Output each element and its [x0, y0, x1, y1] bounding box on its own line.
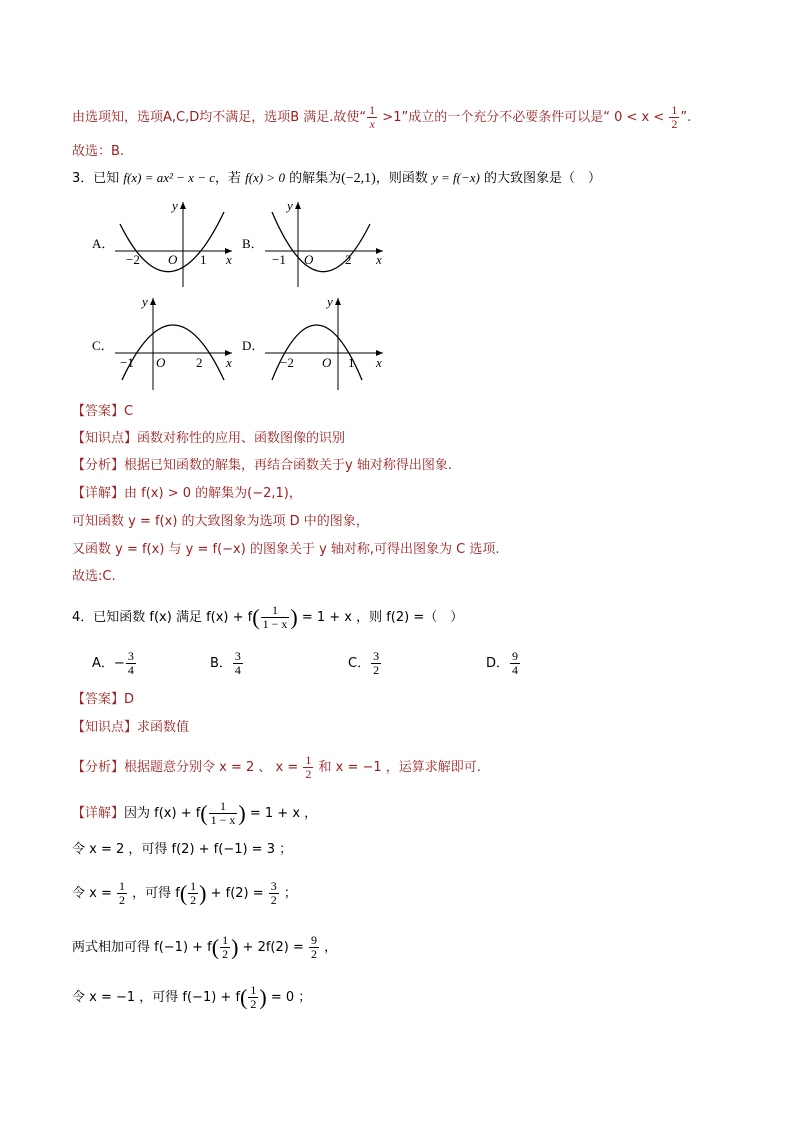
graph-a-origin: O [168, 252, 178, 267]
q4-answer: 【答案】D [72, 692, 135, 707]
graph-a-y-arrow [180, 202, 186, 209]
q3-detail-line3: 又函数 y = f(x) 与 y = f(−x) 的图象关于 y 轴对称,可得出图象为 C 选项. [72, 542, 500, 557]
q4-detail-line3: 令 x = $\frac{1}{2}$ ，可得 f( $\frac{1}{2}$ ) + f(2) = $\frac{3}{2}$ ； [72, 879, 297, 907]
q4-option-d: D． $\frac{9}{4}$ [486, 649, 519, 677]
graph-c-tick-neg: −1 [120, 355, 134, 370]
graph-c-label: C． [92, 338, 114, 353]
q3-knowledge: 【知识点】函数对称性的应用、函数图像的识别 [72, 431, 346, 446]
q4-detail-line2: 令 x = 2 ，可得 f(2) + f(−1) = 3 ； [72, 842, 293, 857]
q3-detail-line2: 可知函数 y = f(x) 的大致图象为选项 D 中的图象， [72, 514, 369, 529]
q3-graphs [0, 190, 794, 410]
fraction-1-over-x: $\frac{1}{x}$ [369, 103, 376, 131]
q3-stem: 3．已知 f(x) = ax² − x − c，若 f(x) > 0 的解集为(−2,1)，则函数 y = f(−x) 的大致图象是（ ） [72, 170, 601, 186]
q4-knowledge: 【知识点】求函数值 [72, 720, 190, 735]
graph-a-y-label: y [172, 198, 178, 213]
graph-a-label: A． [92, 236, 115, 251]
graph-c-x-label: x [226, 355, 232, 370]
graph-b-y-label: y [287, 198, 293, 213]
graph-c-y-arrow [150, 298, 156, 305]
graph-c [92, 294, 232, 390]
q4-detail: 【详解】因为 f(x) + f( $\frac{1}{1 - x}$ ) = 1 + x ， [72, 799, 318, 827]
graph-d-label: D． [242, 338, 265, 353]
q4-analysis: 【分析】根据题意分别令 x = 2 、 x = $\frac{1}{2}$ 和 x = −1 ，运算求解即可. [72, 753, 481, 781]
q3-answer: 【答案】C [72, 404, 134, 419]
q4-stem: 4．已知函数 f(x) 满足 f(x) + f( $\frac{1}{1 - x}$ ) = 1 + x ，则 f(2) =（ ） [72, 603, 464, 631]
prev-solution-text-b: >1”成立的一个充分不必要条件可以是“ 0 < x < [378, 110, 669, 125]
graph-a-x-label: x [226, 252, 232, 267]
fraction-half: $\frac{1}{2}$ [671, 103, 678, 131]
graph-b-label: B． [242, 236, 264, 251]
graph-b-tick-neg: −1 [272, 252, 286, 267]
prev-solution-line: 由选项知，选项A,C,D均不满足，选项B 满足.故使“ $\frac{1}{x}$ >1”成立的一个充分不必要条件可以是“ 0 < x < $\frac{1}{2}$ ”. [72, 103, 692, 131]
graph-c-y-label: y [142, 294, 148, 309]
graph-b-curve [272, 212, 370, 272]
prev-solution-text-a: 由选项知，选项A,C,D均不满足，选项B 满足.故使“ [72, 110, 367, 125]
graph-d-tick-neg: −2 [280, 355, 294, 370]
graph-d-x-label: x [376, 355, 382, 370]
q4-stem-fraction: $\frac{1}{1 - x}$ [262, 603, 288, 631]
graph-b-y-arrow [295, 202, 301, 209]
q4-detail-line5: 令 x = −1 ，可得 f(−1) + f( $\frac{1}{2}$ ) = 0 ； [72, 983, 312, 1011]
graph-a-tick-pos: 1 [200, 252, 207, 267]
q3-choice: 故选:C. [72, 569, 116, 584]
graph-b-x-label: x [376, 252, 382, 267]
graph-d-y-label: y [327, 294, 333, 309]
graph-a-tick-neg: −2 [126, 252, 140, 267]
graph-a [92, 198, 232, 287]
graph-d-y-arrow [335, 298, 341, 305]
graph-d [242, 294, 383, 390]
prev-solution-choice: 故选：B. [72, 144, 125, 159]
q3-analysis: 【分析】根据已知函数的解集，再结合函数关于y 轴对称得出图象. [72, 458, 452, 473]
graph-c-tick-pos: 2 [196, 355, 203, 370]
q4-option-a: A．− $\frac{3}{4}$ [92, 649, 134, 677]
graph-b-origin: O [304, 252, 314, 267]
q4-detail-line4: 两式相加可得 f(−1) + f( $\frac{1}{2}$ ) + 2f(2) = $\frac{9}{2}$ ， [72, 933, 338, 961]
graph-c-origin: O [156, 355, 166, 370]
q4-option-b: B． $\frac{3}{4}$ [210, 649, 241, 677]
q3-detail: 【详解】由 f(x) > 0 的解集为(−2,1)， [72, 486, 302, 501]
graph-b [242, 198, 383, 287]
q4-option-c: C． $\frac{3}{2}$ [348, 649, 380, 677]
graph-d-tick-pos: 1 [348, 355, 355, 370]
graph-b-tick-pos: 2 [345, 252, 352, 267]
graph-d-origin: O [322, 355, 332, 370]
